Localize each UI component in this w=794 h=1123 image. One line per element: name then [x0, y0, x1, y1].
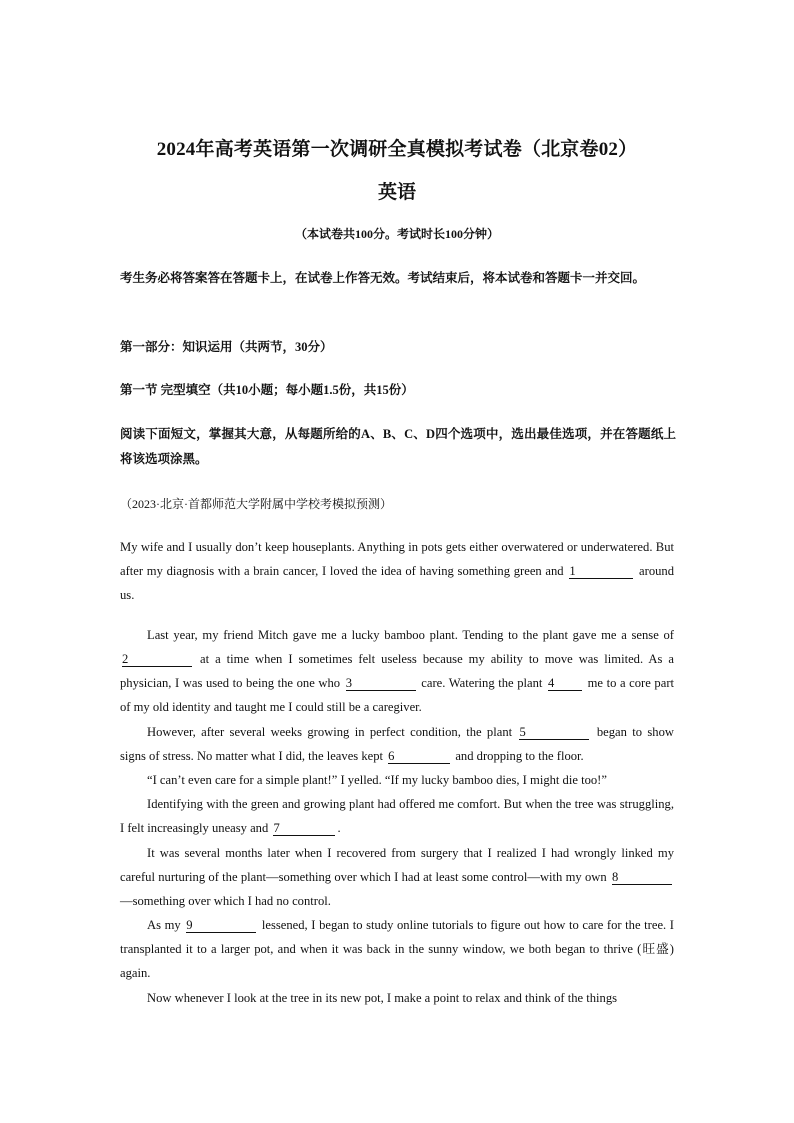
blank-5: 5: [519, 725, 589, 740]
blank-7: 7: [273, 821, 335, 836]
paragraph-text: It was several months later when I recovered from surgery that I realized I had wrongly linked my careful nurturing of the plant—something over which I had at least some control—with my own: [120, 846, 674, 885]
passage-paragraph-4: “I can’t even care for a simple plant!” I yelled. “If my lucky bamboo dies, I might die too!”: [147, 773, 607, 787]
paragraph-text: Identifying with the green and growing plant had offered me comfort. But when the tree was struggling, I felt increasingly uneasy and: [120, 797, 674, 836]
blank-9: 9: [186, 918, 256, 933]
paragraph-text: care. Watering the plant: [421, 676, 543, 691]
paragraph-text: lessened, I began to study online tutorials to figure out how to care for the tree. I transplanted it to a larger pot, and when it was back in the sunny window, we both began to thrive (旺盛) again.: [120, 918, 674, 981]
paragraph-text: and dropping to the floor.: [455, 749, 584, 764]
paragraph-text: However, after several weeks growing in perfect condition, the plant: [147, 725, 513, 739]
section1-heading: 第一节 完型填空（共10小题；每小题1.5份，共15份）: [120, 383, 414, 397]
exam-subtitle: 英语: [377, 182, 416, 203]
passage-paragraph-2: [120, 623, 674, 719]
section1-instructions: 阅读下面短文，掌握其大意，从每题所给的A、B、C、D四个选项中，选出最佳选项，并在答题纸上将该选项涂黑。: [120, 427, 676, 466]
passage-paragraph-7: [120, 913, 674, 985]
passage-paragraph-5: [120, 792, 674, 840]
paragraph-text: around us.: [120, 564, 675, 603]
paragraph-text: —something over which I had no control.: [120, 894, 331, 909]
paragraph-text: at a time when I sometimes felt useless because my ability to move was limited. As a physician, I was used to being the one who: [120, 652, 674, 691]
passage-paragraph-3: [120, 720, 674, 768]
paragraph-text: My wife and I usually don’t keep houseplants. Anything in pots gets either overwatered or underwatered. But after my diagnosis with a brain cancer, I loved the idea of having something green and: [120, 540, 674, 579]
part1-heading: 第一部分：知识运用（共两节，30分）: [120, 340, 333, 354]
passage-paragraph-8: Now whenever I look at the tree in its new pot, I make a point to relax and think of the things: [147, 991, 618, 1005]
paragraph-text: began to show signs of stress. No matter what I did, the leaves kept: [120, 725, 674, 764]
paragraph-text: As my: [147, 918, 181, 932]
exam-notice: 考生务必将答案答在答题卡上，在试卷上作答无效。考试结束后，将本试卷和答题卡一并交回。: [120, 271, 646, 285]
blank-2: 2: [122, 652, 192, 667]
paragraph-text: Last year, my friend Mitch gave me a lucky bamboo plant. Tending to the plant gave me a sense of: [147, 628, 674, 642]
passage-source: （2023·北京·首都师范大学附属中学校考模拟预测）: [120, 497, 392, 511]
paragraph-text: me to a core part of my old identity and taught me I could still be a caregiver.: [120, 676, 675, 715]
blank-1: 1: [569, 564, 633, 579]
exam-info: （本试卷共100分。考试时长100分钟）: [294, 227, 499, 241]
paragraph-text: .: [337, 821, 341, 836]
blank-8: 8: [612, 870, 672, 885]
passage-paragraph-6: [120, 841, 674, 913]
passage-paragraph-1: [120, 535, 674, 607]
blank-3: 3: [346, 676, 416, 691]
exam-title: 2024年高考英语第一次调研全真模拟考试卷（北京卷02）: [156, 139, 638, 160]
blank-4: 4: [548, 676, 582, 691]
blank-6: 6: [388, 749, 450, 764]
